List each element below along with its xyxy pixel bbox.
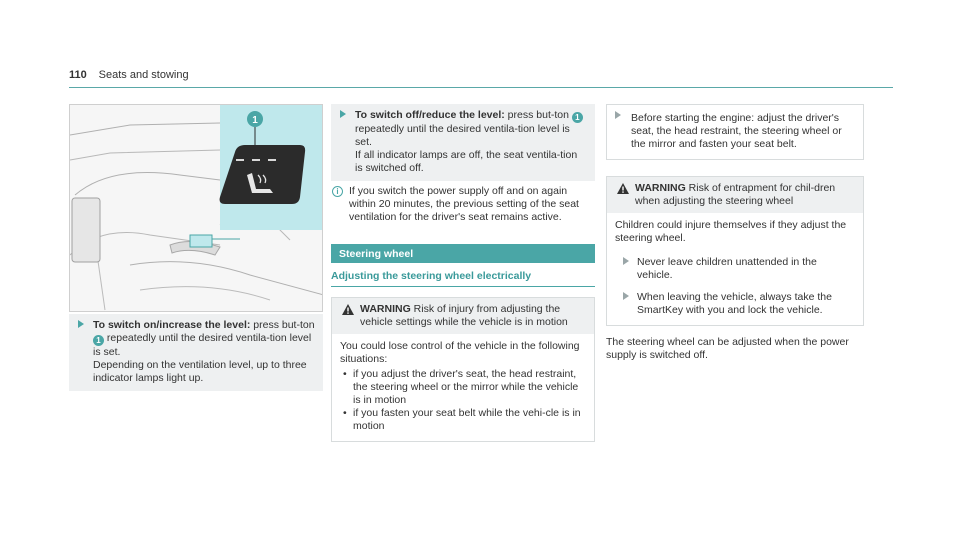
warning-step: When leaving the vehicle, always take the SmartKey with you and lock the vehicle. <box>615 286 855 321</box>
warning-step: Never leave children unattended in the vehicle. <box>615 251 855 286</box>
body-paragraph: The steering wheel can be adjusted when the power supply is switched off. <box>606 336 849 361</box>
bullet-1-icon: 1 <box>93 335 104 346</box>
step-arrow-icon <box>623 257 629 265</box>
callout-1: 1 <box>252 115 258 126</box>
warning-body: You could lose control of the vehicle in the following situations: • if you adjust the driver's seat, the head restraint, the steering wheel or the mirror while the vehicle is in motion • if you fasten your seat belt while the vehi-cle is in motion <box>332 334 594 441</box>
step-arrow-icon <box>78 320 84 328</box>
header-rule <box>69 87 893 88</box>
info-icon: i <box>332 186 343 197</box>
car-interior-drawing <box>70 105 323 312</box>
page-number: 110 <box>69 69 87 81</box>
warning-triangle-icon <box>617 183 629 194</box>
warning-list <box>340 368 586 433</box>
step-box-before-start <box>606 104 864 160</box>
step-arrow-icon <box>623 292 629 300</box>
column-right <box>606 104 864 362</box>
page-title: Seats and stowing <box>98 69 189 81</box>
seat-ventilation-illustration <box>69 104 323 312</box>
list-item: • if you fasten your seat belt while the vehi-cle is in motion <box>340 407 586 433</box>
warning-box-entrapment <box>606 176 864 326</box>
list-item: • if you adjust the driver's seat, the head restraint, the steering wheel or the mirror while the vehicle is in motion <box>340 368 586 407</box>
warning-body: Children could injure themselves if they adjust the steering wheel. Never leave children unattended in the vehicle. When leaving the vehicle, always take the SmartKey with you and lock the vehicle. <box>607 213 863 325</box>
step-switch-on: To switch on/increase the level: press but-ton 1 repeatedly until the desired ventila-tion level is set. Depending on the ventilation level, up to three indicator lamps light up. <box>69 314 323 391</box>
column-left <box>69 104 323 391</box>
step-before-start: Before starting the engine: adjust the driver's seat, the head restraint, the steering wheel or the mirror and fasten your seat belt. <box>607 105 863 159</box>
page-header <box>69 69 189 85</box>
warning-box-injury <box>331 297 595 442</box>
section-title: Steering wheel <box>331 244 595 263</box>
step-arrow-icon <box>615 111 621 119</box>
step-arrow-icon <box>340 110 346 118</box>
warning-triangle-icon <box>342 304 354 315</box>
step-switch-off: To switch off/reduce the level: press but-ton 1 repeatedly until the desired ventila-tion level is set. If all indicator lamps are off, the seat ventila-tion is switched off. <box>331 104 595 181</box>
column-middle <box>331 104 595 442</box>
info-note: i If you switch the power supply off and on again within 20 minutes, the previous setting of the seat ventilation for the driver's seat remains active. <box>331 181 595 228</box>
warning-header: WARNING Risk of entrapment for chil-dren when adjusting the steering wheel <box>607 177 863 213</box>
warning-header: WARNING Risk of injury from adjusting the vehicle settings while the vehicle is in motion <box>332 298 594 334</box>
bullet-1-icon: 1 <box>572 112 583 123</box>
subsection-title: Adjusting the steering wheel electrically <box>331 263 595 287</box>
